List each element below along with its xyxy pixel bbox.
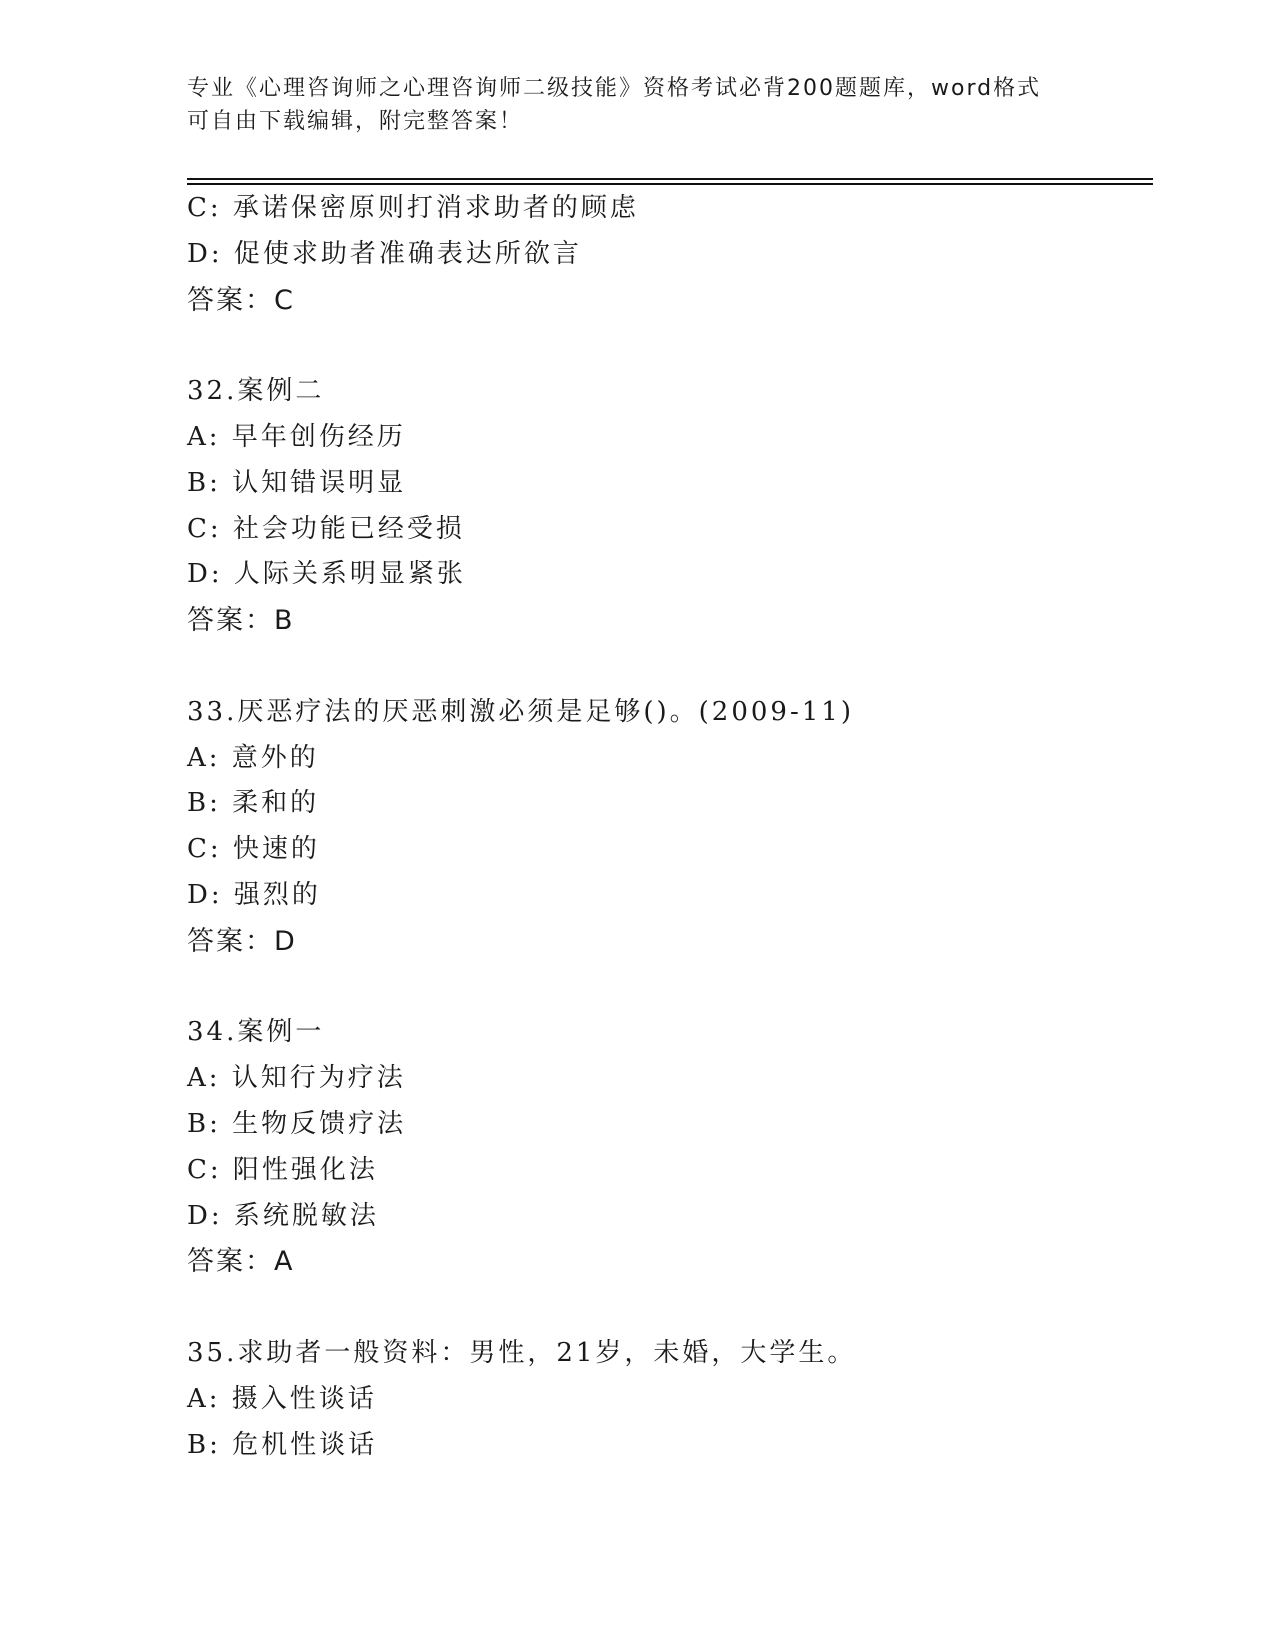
q34-question: 34.案例一: [187, 1017, 325, 1048]
q32-answer: 答案：B: [187, 605, 295, 637]
q35-option-b: B: 危机性谈话: [187, 1429, 378, 1460]
spacer: [187, 323, 1153, 369]
q32-option-c: C: 社会功能已经受损: [187, 513, 465, 544]
q32-option-a: A: 早年创伤经历: [187, 421, 406, 452]
q34-option-a: A: 认知行为疗法: [187, 1063, 406, 1094]
q33-option-b: B: 柔和的: [187, 788, 320, 819]
question-list: [187, 186, 1153, 1468]
q33-answer: 答案：D: [187, 925, 297, 957]
header-divider-top: [187, 178, 1153, 180]
spacer: [187, 1285, 1153, 1331]
q32-option-d: D: 人际关系明显紧张: [187, 559, 466, 590]
q31-option-d: D: 促使求助者准确表达所欲言: [187, 238, 582, 269]
q31-option-c: C: 承诺保密原则打消求助者的顾虑: [187, 193, 639, 223]
q32-question: 32.案例二: [187, 376, 325, 407]
header-line-1: 专业《心理咨询师之心理咨询师二级技能》资格考试必背200题题库，word格式: [187, 76, 1042, 101]
header-divider-bottom: [187, 183, 1153, 185]
q34-option-b: B: 生物反馈疗法: [187, 1108, 407, 1139]
spacer: [187, 965, 1153, 1011]
q31-answer: 答案：C: [187, 284, 295, 316]
header-line-2: 可自由下载编辑，附完整答案！: [187, 109, 524, 134]
q33-option-a: A: 意外的: [187, 742, 319, 773]
q34-answer: 答案：A: [187, 1246, 295, 1278]
document-header: [187, 72, 1087, 138]
q35-question: 35.求助者一般资料：男性，21岁，未婚，大学生。: [187, 1337, 857, 1368]
q32-option-b: B: 认知错误明显: [187, 467, 407, 498]
q33-question: 33.厌恶疗法的厌恶刺激必须是足够()。(2009-11): [187, 696, 854, 727]
q33-option-c: C: 快速的: [187, 834, 320, 865]
q34-option-c: C: 阳性强化法: [187, 1154, 378, 1185]
q35-option-a: A: 摄入性谈话: [187, 1383, 377, 1414]
spacer: [187, 644, 1153, 690]
q33-option-d: D: 强烈的: [187, 879, 321, 910]
q34-option-d: D: 系统脱敏法: [187, 1200, 379, 1231]
